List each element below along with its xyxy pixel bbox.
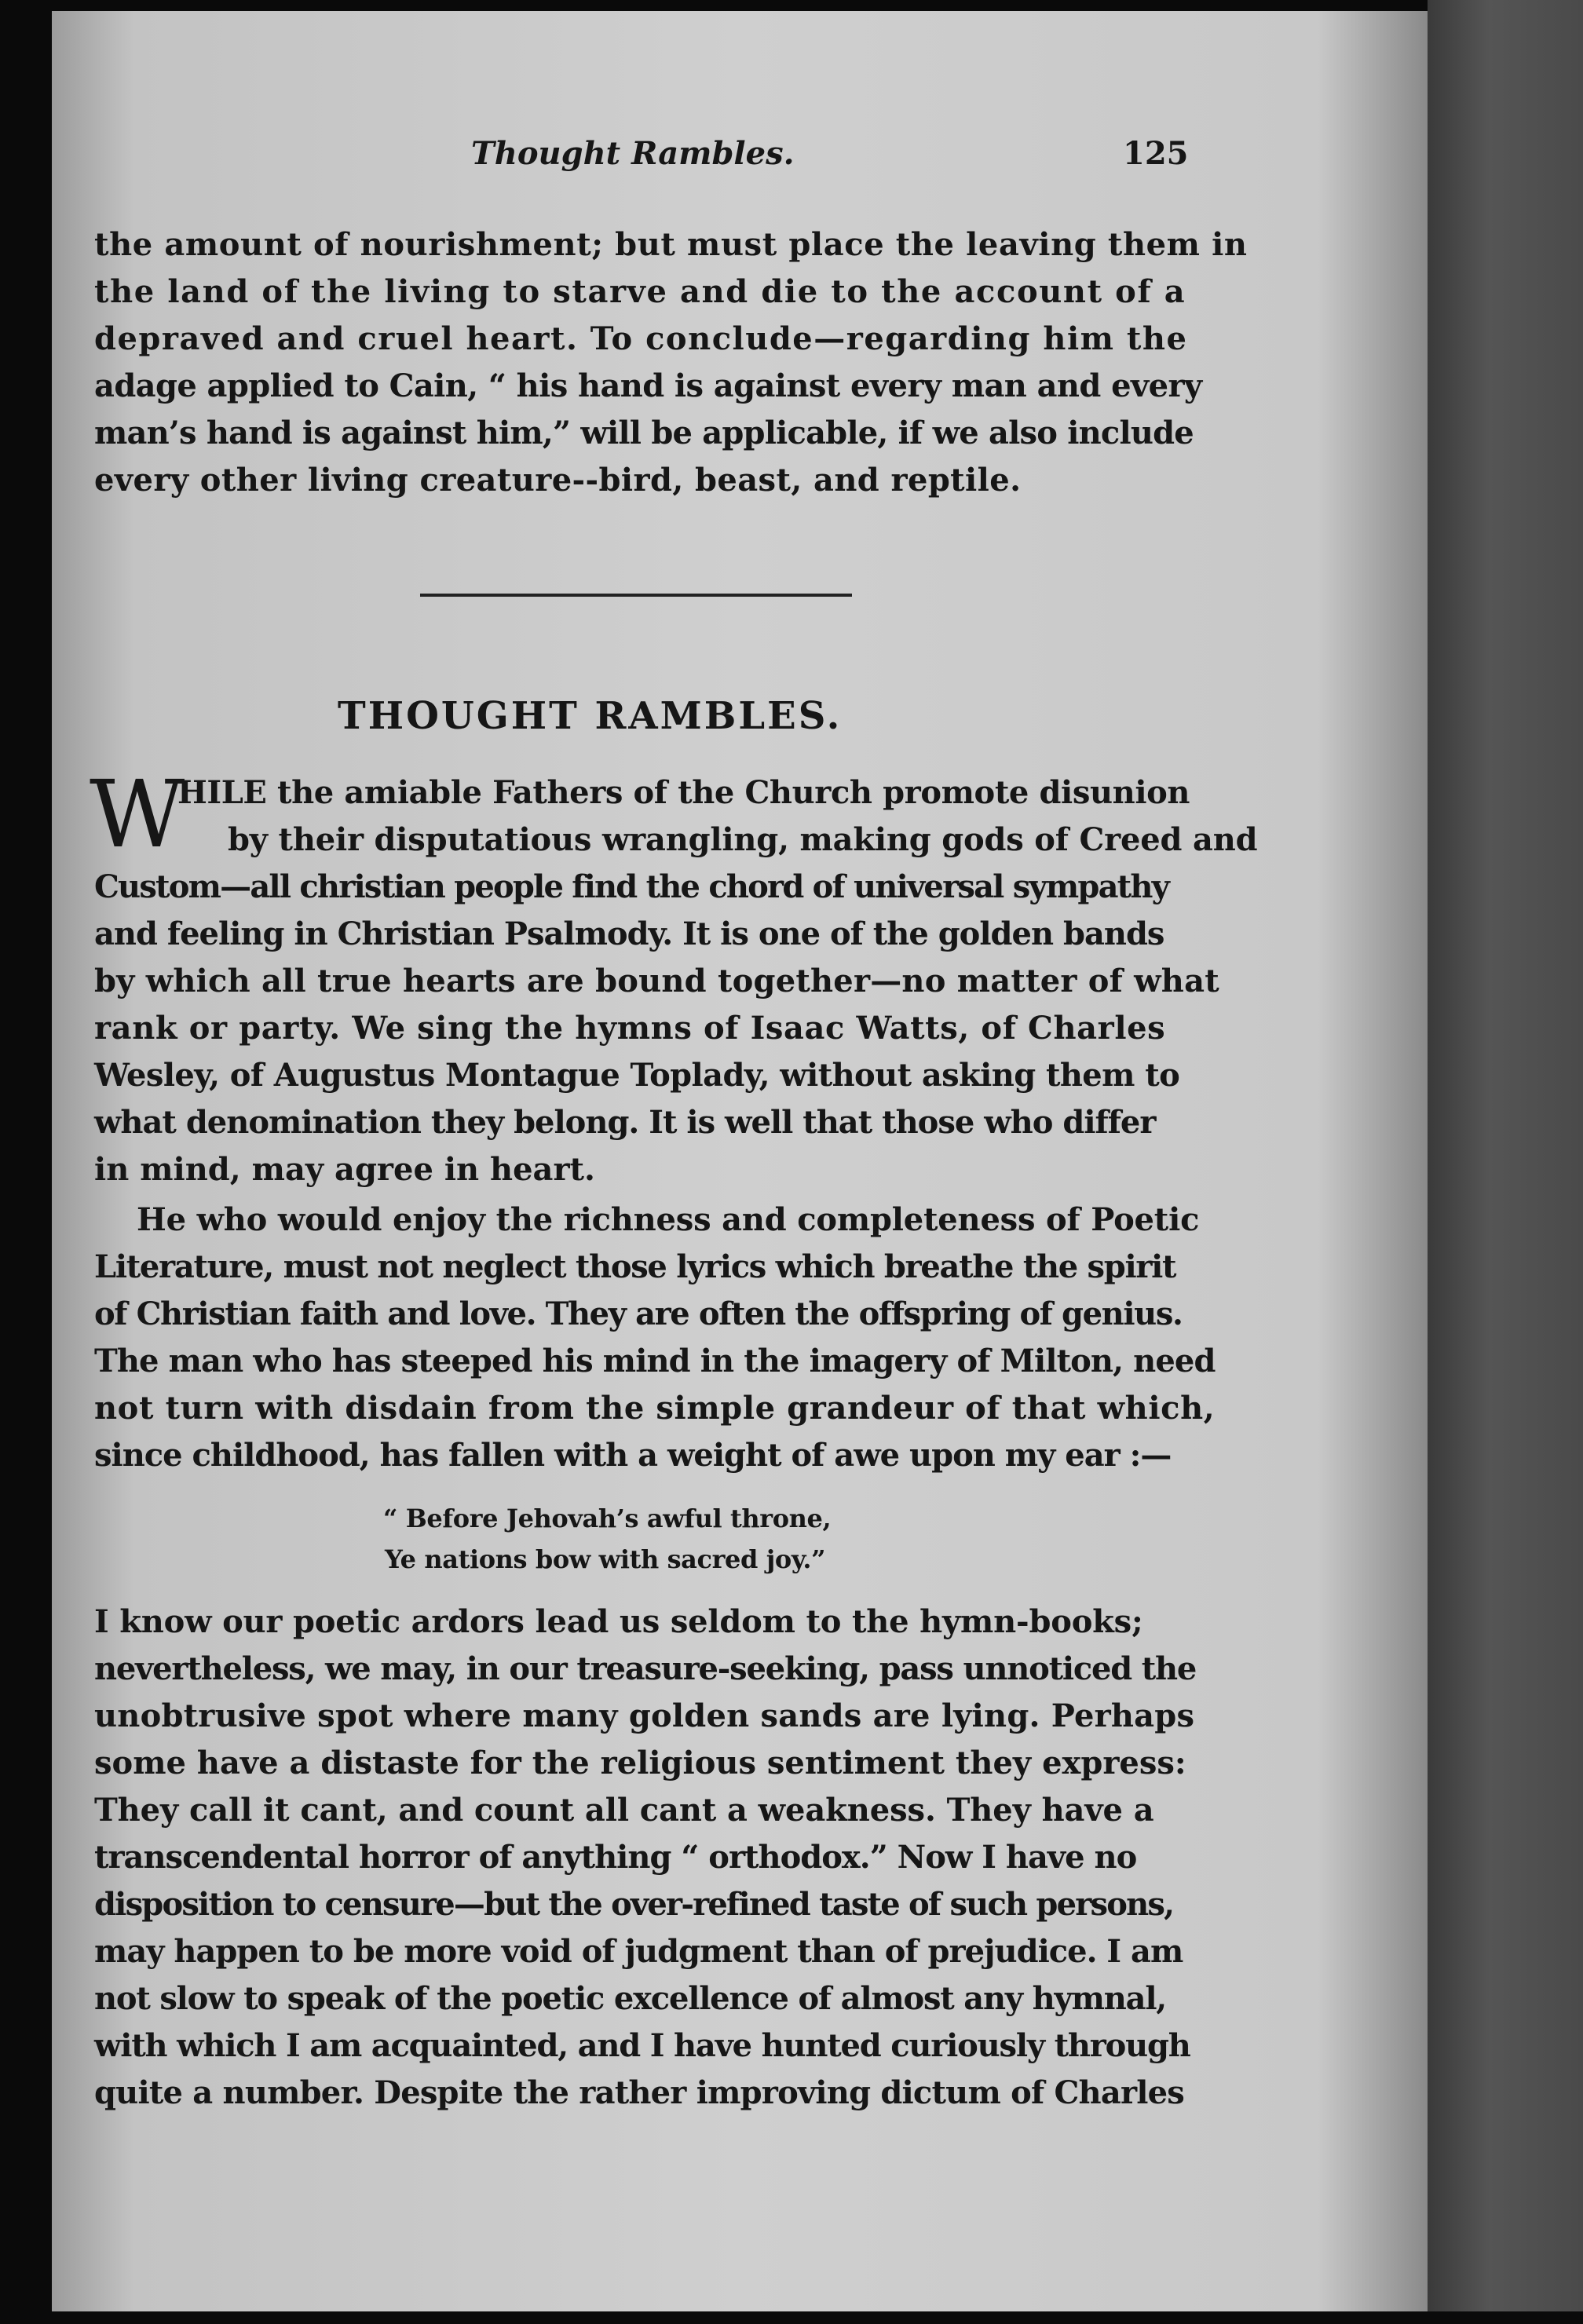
opening-line: depraved and cruel heart. To conclude—regarding him the (94, 320, 1188, 357)
paragraph3-line: quite a number. Despite the rather improving dictum of Charles (94, 2074, 1184, 2111)
paragraph2-line: Literature, must not neglect those lyrics which breathe the spirit (94, 1248, 1176, 1285)
paragraph3-line: transcendental horror of anything “ orthodox.” Now I have no (94, 1839, 1137, 1876)
opening-line: adage applied to Cain, “ his hand is against every man and every (94, 367, 1202, 404)
paragraph3-line: They call it cant, and count all cant a weakness. They have a (94, 1792, 1154, 1829)
paragraph1-line: Custom—all christian people find the chord of universal sympathy (94, 868, 1169, 905)
paragraph3-line: unobtrusive spot where many golden sands are lying. Perhaps (94, 1697, 1195, 1734)
paragraph2-line: of Christian faith and love. They are often the offspring of genius. (94, 1295, 1183, 1332)
page-binding-edge (1428, 0, 1583, 2324)
opening-line: the land of the living to starve and die to the account of a (94, 273, 1186, 310)
section-separator-rule (420, 594, 852, 597)
paragraph3-line: not slow to speak of the poetic excellence of almost any hymnal, (94, 1980, 1167, 2017)
paragraph3-line: some have a distaste for the religious sentiment they express: (94, 1745, 1186, 1781)
section-title: THOUGHT RAMBLES. (338, 694, 843, 738)
paragraph3-line: nevertheless, we may, in our treasure-seeking, pass unnoticed the (94, 1650, 1197, 1687)
drop-cap-letter: W (90, 760, 185, 868)
quote-line: Ye nations bow with sacred joy.” (385, 1544, 826, 1574)
paragraph3-line: may happen to be more void of judgment than of prejudice. I am (94, 1933, 1183, 1970)
paragraph1-line: Wesley, of Augustus Montague Toplady, without asking them to (94, 1057, 1180, 1094)
paragraph1-line: by their disputatious wrangling, making gods of Creed and (228, 821, 1258, 858)
scan-frame-top (0, 0, 1583, 11)
paragraph3-line: disposition to censure—but the over-refined taste of such persons, (94, 1886, 1174, 1923)
paragraph1-line: by which all true hearts are bound together—no matter of what (94, 963, 1219, 999)
paragraph2-line: since childhood, has fallen with a weight of awe upon my ear :— (94, 1437, 1172, 1474)
paragraph1-line: rank or party. We sing the hymns of Isaac Watts, of Charles (94, 1010, 1166, 1047)
scan-frame-bottom (0, 2311, 1583, 2324)
running-head: Thought Rambles. (471, 135, 795, 172)
scan-frame-left (0, 0, 52, 2324)
opening-line: man’s hand is against him,” will be applicable, if we also include (94, 415, 1194, 451)
paragraph3-line: with which I am acquainted, and I have hunted curiously through (94, 2027, 1190, 2064)
page-number: 125 (1123, 135, 1189, 172)
paragraph2-line: The man who has steeped his mind in the imagery of Milton, need (94, 1343, 1216, 1379)
paragraph3-line: I know our poetic ardors lead us seldom to the hymn-books; (94, 1603, 1143, 1640)
paragraph1-line: HILE the amiable Fathers of the Church promote disunion (177, 774, 1190, 811)
opening-line: every other living creature--bird, beast, and reptile. (94, 462, 1022, 499)
paragraph2-line: not turn with disdain from the simple grandeur of that which, (94, 1390, 1216, 1427)
quote-line: “ Before Jehovah’s awful throne, (383, 1504, 832, 1533)
paragraph2-line: He who would enjoy the richness and completeness of Poetic (137, 1201, 1200, 1238)
opening-line: the amount of nourishment; but must place the leaving them in (94, 226, 1248, 263)
paragraph1-line: what denomination they belong. It is well that those who differ (94, 1104, 1156, 1141)
paragraph1-line: and feeling in Christian Psalmody. It is one of the golden bands (94, 915, 1164, 952)
paragraph1-line: in mind, may agree in heart. (94, 1151, 595, 1188)
